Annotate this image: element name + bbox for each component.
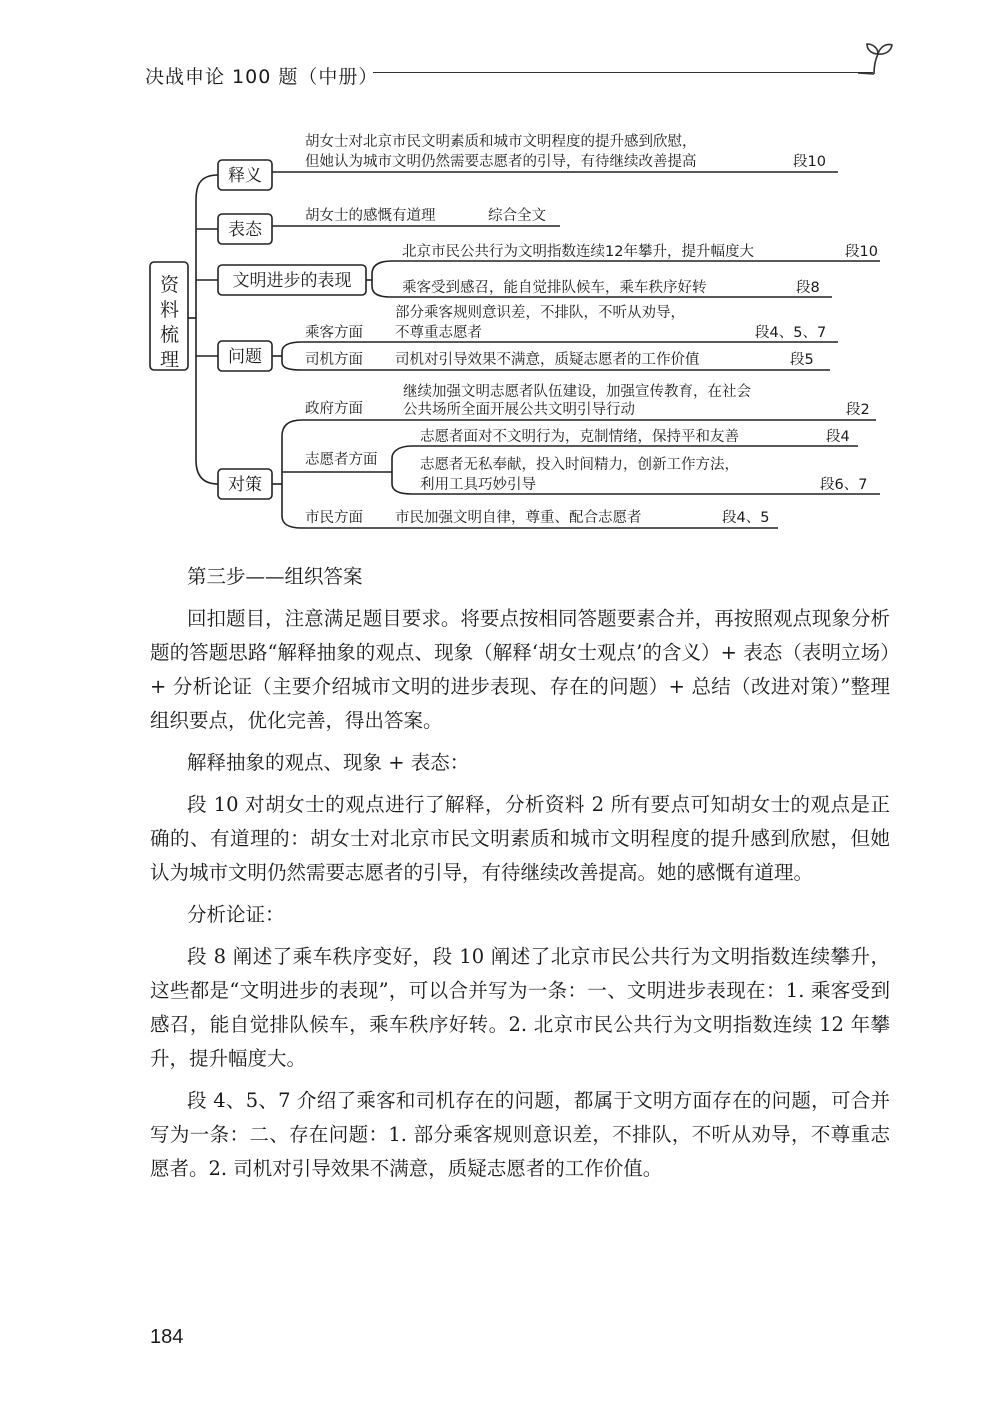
subheading-1: 解释抽象的观点、现象 + 表态： — [187, 751, 470, 774]
duice-citizen-text: 市民加强文明自律，尊重、配合志愿者 — [395, 510, 642, 526]
wenti-driver-ref: 段5 — [790, 352, 814, 368]
branch-label-duice: 对策 — [228, 475, 262, 495]
wenti-driver-aspect: 司机方面 — [305, 352, 363, 368]
branch-label-wenti: 问题 — [228, 347, 262, 367]
shiyi-line-2: 但她认为城市文明仍然需要志愿者的引导，有待继续改善提高 — [305, 154, 697, 170]
mindmap-root-char-1: 资 — [160, 274, 180, 296]
step-heading: 第三步——组织答案 — [187, 565, 363, 588]
wenti-passenger-ref: 段4、5、7 — [755, 325, 827, 341]
duice-citizen-aspect: 市民方面 — [305, 510, 363, 526]
shiyi-ref: 段10 — [793, 154, 826, 170]
duice-volunteer-item-2-line-1: 志愿者无私奉献，投入时间精力，创新工作方法， — [420, 457, 739, 473]
duice-volunteer-aspect: 志愿者方面 — [305, 452, 378, 468]
subheading-2: 分析论证： — [187, 903, 285, 926]
branch-label-biaotai: 表态 — [228, 220, 262, 240]
jinbu-item-1-text: 北京市民公共行为文明指数连续12年攀升，提升幅度大 — [402, 244, 754, 260]
paragraph-1: 回扣题目，注意满足题目要求。将要点按相同答题要素合并，再按照观点现象分析题的答题思路“解释抽象的观点、现象（解释‘胡女士观点’的含义）+ 表态（表明立场）+ 分析论证（主要介绍城市文明的进步表现、存在的问题）+ 总结（改进对策）”整理组织要点，优化完善，得出答案。 — [150, 607, 890, 732]
paragraph-2: 段 10 对胡女士的观点进行了解释，分析资料 2 所有要点可知胡女士的观点是正确的、有道理的：胡女士对北京市民文明素质和城市文明程度的提升感到欣慰，但她认为城市文明仍然需要志愿者的引导，有待继续改善提高。她的感慨有道理。 — [150, 793, 890, 884]
branch-label-jinbu: 文明进步的表现 — [232, 271, 352, 291]
duice-government-line-1: 继续加强文明志愿者队伍建设，加强宣传教育，在社会 — [403, 384, 751, 400]
duice-government-ref: 段2 — [846, 402, 870, 418]
duice-citizen-ref: 段4、5 — [722, 510, 770, 526]
mindmap-root-char-3: 梳 — [160, 324, 180, 346]
wenti-driver-text: 司机对引导效果不满意，质疑志愿者的工作价值 — [395, 352, 700, 368]
duice-government-line-2: 公共场所全面开展公共文明引导行动 — [403, 402, 635, 418]
wenti-passenger-line-1: 部分乘客规则意识差，不排队，不听从劝导， — [395, 305, 685, 321]
page-number: 184 — [150, 1326, 184, 1348]
shiyi-line-1: 胡女士对北京市民文明素质和城市文明程度的提升感到欣慰， — [305, 134, 697, 150]
duice-volunteer-item-1-ref: 段4 — [826, 429, 850, 445]
mindmap-root-char-2: 料 — [160, 299, 180, 321]
duice-government-aspect: 政府方面 — [305, 401, 363, 417]
jinbu-item-2-text: 乘客受到感召，能自觉排队候车，乘车秩序好转 — [402, 280, 707, 296]
duice-volunteer-item-1-text: 志愿者面对不文明行为，克制情绪，保持平和友善 — [420, 429, 739, 445]
paragraph-3: 段 8 阐述了乘车秩序变好，段 10 阐述了北京市民公共行为文明指数连续攀升，这些都是“文明进步的表现”，可以合并写为一条：一、文明进步表现在：1. 乘客受到感召，能自觉排队候车，乘车秩序好转。2. 北京市民公共行为文明指数连续 12 年攀升，提升幅度大。 — [150, 945, 890, 1070]
material-mindmap — [0, 0, 1000, 540]
paragraph-4: 段 4、5、7 介绍了乘客和司机存在的问题，都属于文明方面存在的问题，可合并写为一条：二、存在问题：1. 部分乘客规则意识差，不排队，不听从劝导，不尊重志愿者。2. 司机对引导效果不满意，质疑志愿者的工作价值。 — [150, 1089, 890, 1180]
wenti-passenger-aspect: 乘客方面 — [305, 325, 363, 341]
answer-section — [150, 560, 890, 1186]
jinbu-item-2-ref: 段8 — [796, 280, 820, 296]
duice-volunteer-item-2-line-2: 利用工具巧妙引导 — [420, 477, 536, 493]
branch-label-shiyi: 释义 — [228, 166, 262, 186]
biaotai-ref: 综合全文 — [488, 208, 546, 224]
biaotai-text: 胡女士的感慨有道理 — [305, 208, 436, 224]
wenti-passenger-line-2: 不尊重志愿者 — [395, 325, 482, 341]
running-header-title: 决战申论 100 题（中册） — [145, 66, 379, 88]
mindmap-root-char-4: 理 — [160, 349, 180, 371]
duice-volunteer-item-2-ref: 段6、7 — [820, 477, 868, 493]
jinbu-item-1-ref: 段10 — [845, 244, 878, 260]
